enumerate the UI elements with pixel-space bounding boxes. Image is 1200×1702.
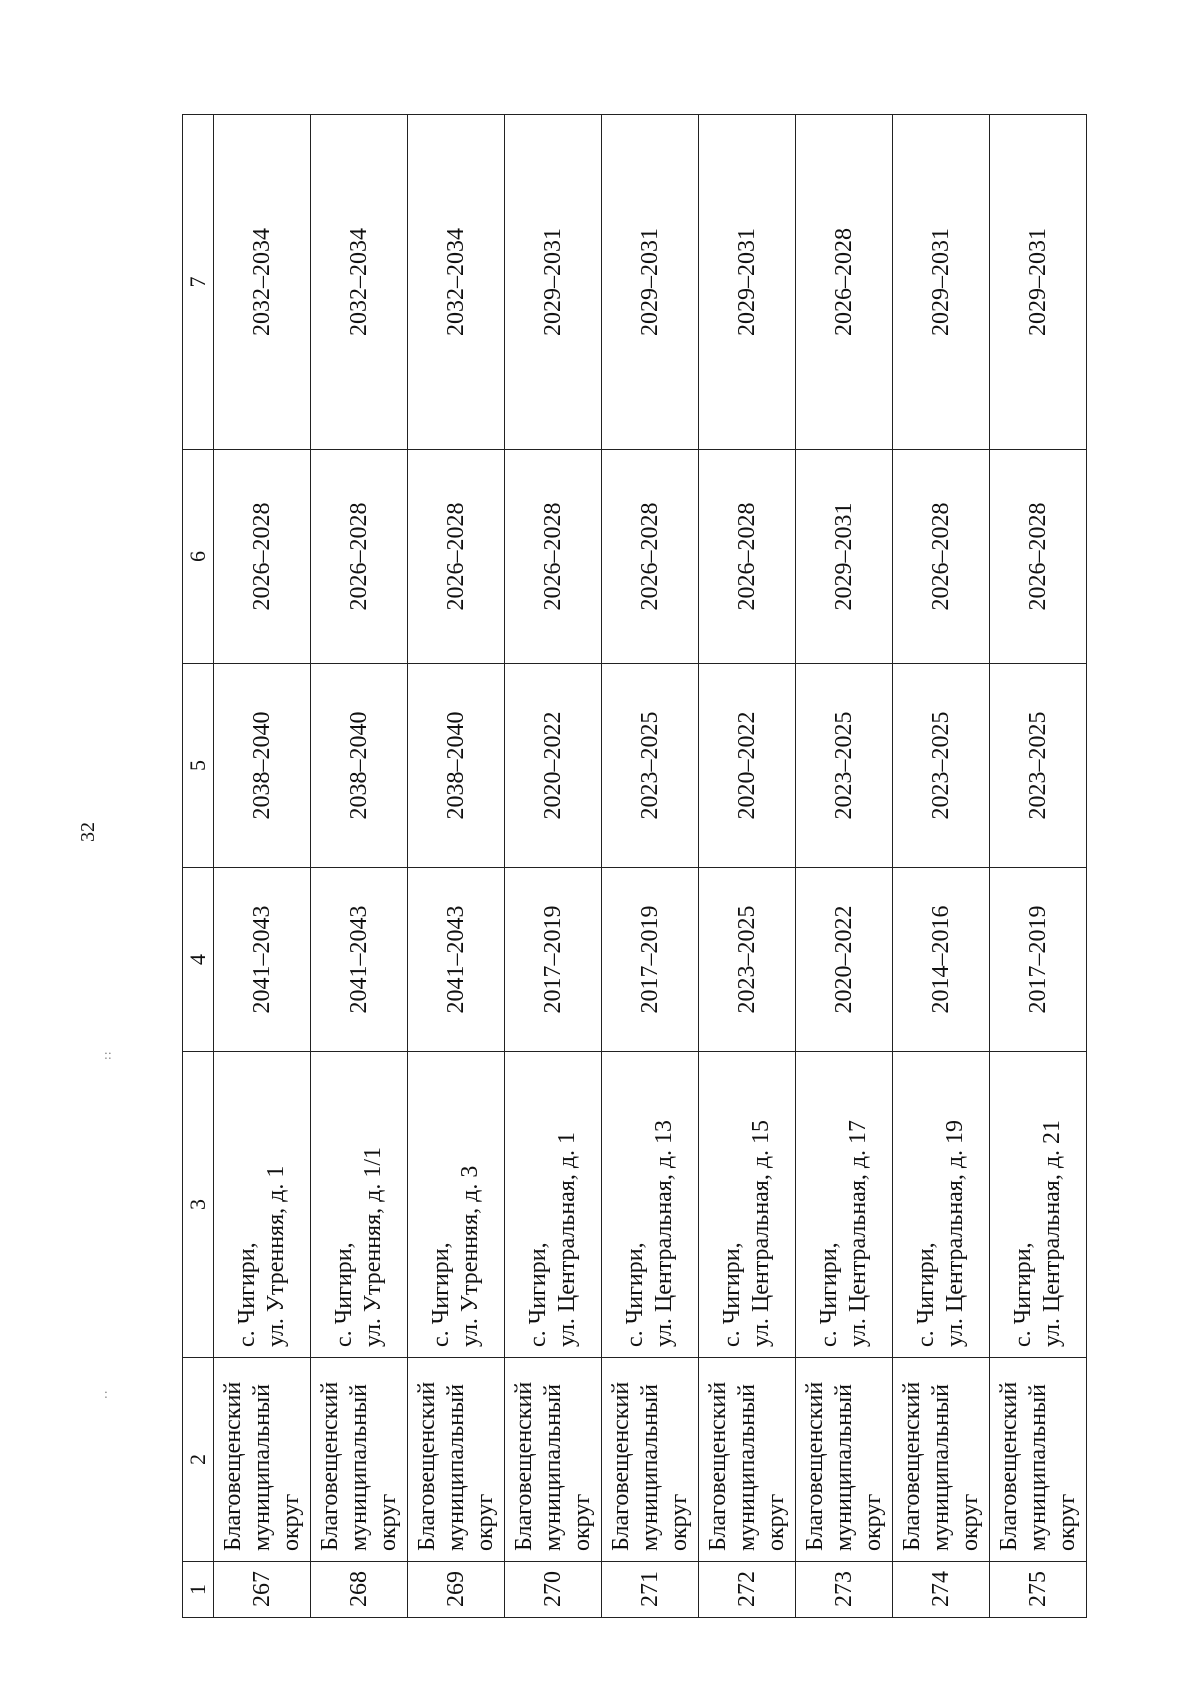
row-number: 272 [699,1562,796,1618]
row-number: 274 [893,1562,990,1618]
period-cell-6: 2026–2028 [893,450,990,664]
period-cell-6: 2026–2028 [214,450,311,664]
address-cell: с. Чигири, ул. Центральная, д. 19 [893,1052,990,1358]
period-cell-5: 2020–2022 [505,664,602,868]
period-cell-4: 2041–2043 [214,868,311,1052]
column-number: 7 [183,115,214,450]
period-cell-7: 2032–2034 [408,115,505,450]
row-number: 268 [311,1562,408,1618]
page-number: 32 [77,822,99,842]
period-cell-7: 2029–2031 [699,115,796,450]
period-cell-4: 2023–2025 [699,868,796,1052]
period-cell-4: 2041–2043 [311,868,408,1052]
address-cell: с. Чигири, ул. Центральная, д. 1 [505,1052,602,1358]
address-cell: с. Чигири, ул. Центральная, д. 21 [990,1052,1087,1358]
period-cell-7: 2026–2028 [796,115,893,450]
table-row [408,115,505,1618]
period-cell-6: 2026–2028 [990,450,1087,664]
table-row [796,115,893,1618]
period-cell-4: 2041–2043 [408,868,505,1052]
column-number: 6 [183,450,214,664]
period-cell-7: 2029–2031 [893,115,990,450]
table-row [699,115,796,1618]
district-cell: Благовещенский муниципальный округ [893,1358,990,1562]
period-cell-7: 2032–2034 [311,115,408,450]
district-cell: Благовещенский муниципальный округ [699,1358,796,1562]
period-cell-4: 2017–2019 [602,868,699,1052]
column-number-row [183,115,214,1618]
table-row [311,115,408,1618]
column-number: 4 [183,868,214,1052]
row-number: 275 [990,1562,1087,1618]
period-cell-4: 2014–2016 [893,868,990,1052]
table-row [505,115,602,1618]
period-cell-7: 2032–2034 [214,115,311,450]
period-cell-4: 2017–2019 [990,868,1087,1052]
district-cell: Благовещенский муниципальный округ [990,1358,1087,1562]
district-cell: Благовещенский муниципальный округ [214,1358,311,1562]
district-cell: Благовещенский муниципальный округ [602,1358,699,1562]
register-table [182,114,1087,1618]
register-table-rotated [182,115,1086,1618]
address-cell: с. Чигири, ул. Центральная, д. 15 [699,1052,796,1358]
period-cell-5: 2023–2025 [990,664,1087,868]
period-cell-6: 2026–2028 [408,450,505,664]
period-cell-4: 2017–2019 [505,868,602,1052]
district-cell: Благовещенский муниципальный округ [796,1358,893,1562]
row-number: 273 [796,1562,893,1618]
period-cell-5: 2038–2040 [408,664,505,868]
period-cell-5: 2038–2040 [214,664,311,868]
table-row [893,115,990,1618]
row-number: 269 [408,1562,505,1618]
period-cell-5: 2038–2040 [311,664,408,868]
address-cell: с. Чигири, ул. Центральная, д. 17 [796,1052,893,1358]
row-number: 271 [602,1562,699,1618]
column-number: 2 [183,1358,214,1562]
period-cell-7: 2029–2031 [505,115,602,450]
period-cell-7: 2029–2031 [602,115,699,450]
period-cell-5: 2020–2022 [699,664,796,868]
address-cell: с. Чигири, ул. Утренняя, д. 1 [214,1052,311,1358]
column-number: 3 [183,1052,214,1358]
table-row [990,115,1087,1618]
period-cell-5: 2023–2025 [796,664,893,868]
district-cell: Благовещенский муниципальный округ [311,1358,408,1562]
column-number: 1 [183,1562,214,1618]
scan-mark: : [104,1387,108,1402]
table-row [602,115,699,1618]
row-number: 267 [214,1562,311,1618]
row-number: 270 [505,1562,602,1618]
address-cell: с. Чигири, ул. Центральная, д. 13 [602,1052,699,1358]
period-cell-4: 2020–2022 [796,868,893,1052]
table-row [214,115,311,1618]
scan-mark: :: [104,1048,112,1063]
address-cell: с. Чигири, ул. Утренняя, д. 1/1 [311,1052,408,1358]
address-cell: с. Чигири, ул. Утренняя, д. 3 [408,1052,505,1358]
period-cell-5: 2023–2025 [893,664,990,868]
period-cell-6: 2026–2028 [505,450,602,664]
period-cell-6: 2026–2028 [311,450,408,664]
period-cell-5: 2023–2025 [602,664,699,868]
district-cell: Благовещенский муниципальный округ [505,1358,602,1562]
period-cell-7: 2029–2031 [990,115,1087,450]
column-number: 5 [183,664,214,868]
period-cell-6: 2026–2028 [699,450,796,664]
period-cell-6: 2029–2031 [796,450,893,664]
period-cell-6: 2026–2028 [602,450,699,664]
district-cell: Благовещенский муниципальный округ [408,1358,505,1562]
